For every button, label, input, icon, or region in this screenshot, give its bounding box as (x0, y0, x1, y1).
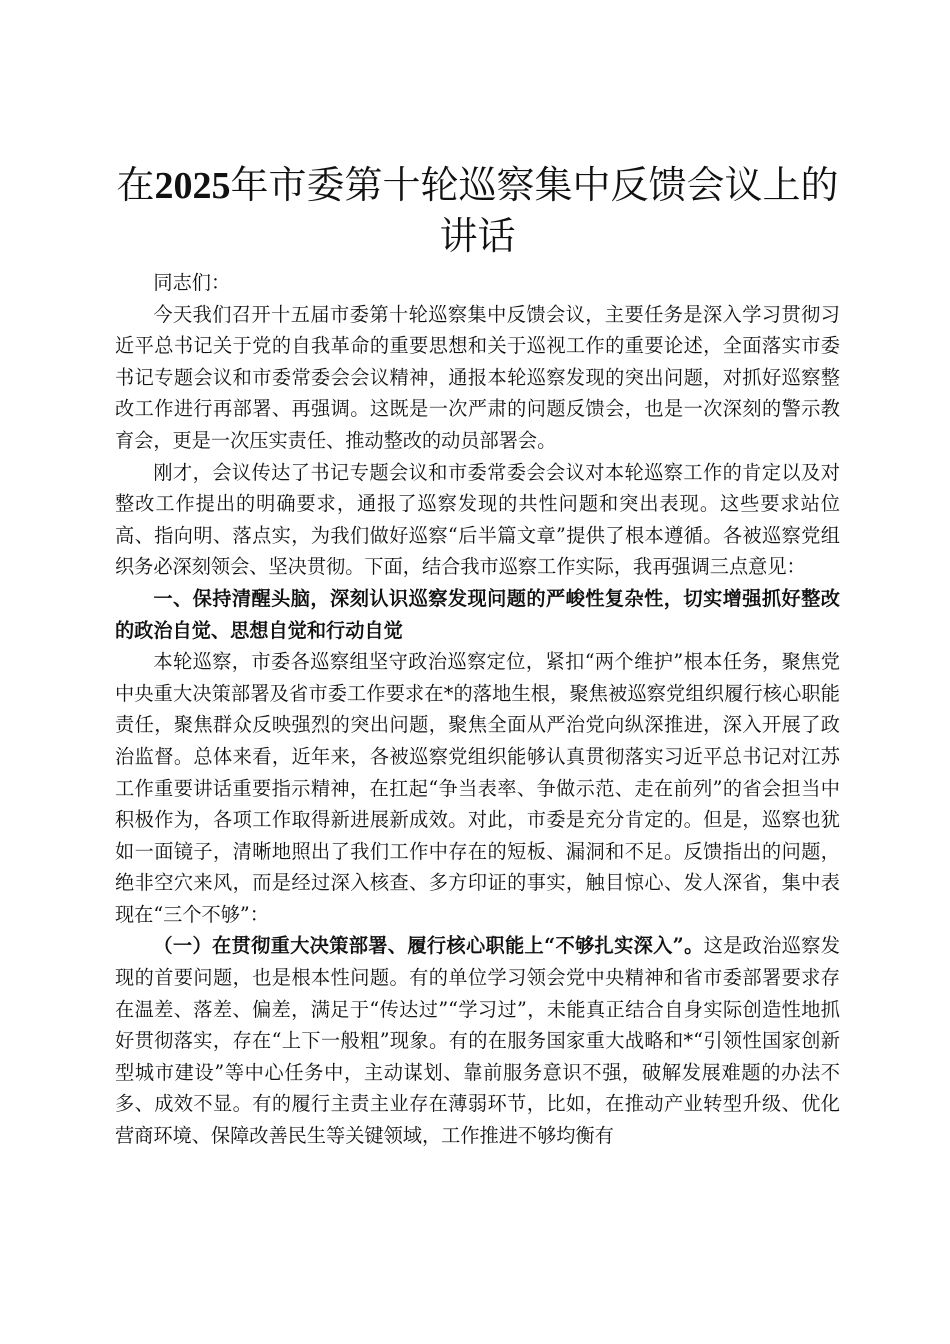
subheading-1: （一）在贯彻重大决策部署、履行核心职能上“不够扎实深入”。 (153, 934, 704, 958)
title-year: 2025 (154, 165, 231, 207)
paragraph-2: 刚才，会议传达了书记专题会议和市委常委会会议对本轮巡察工作的肯定以及对整改工作提出的明确要求，通报了巡察发现的共性问题和突出表现。这些要求站位高、指向明、落点实，为我们做好巡察“后半篇文章”提供了根本遵循。各被巡察党组织务必深刻领会、坚决贯彻。下面，结合我市巡察工作实际，我再强调三点意见： (115, 460, 840, 579)
title-line-2: 讲话 (439, 214, 516, 258)
title-rest: 年市委第十轮巡察集中反馈会议上的 (230, 163, 839, 207)
paragraph-4-text: 这是政治巡察发现的首要问题，也是根本性问题。有的单位学习领会党中央精神和省市委部署要求存在温差、落差、偏差，满足于“传达过”“学习过”，未能真正结合自身实际创造性地抓好贯彻落实，存在“上下一般粗”现象。有的在服务国家重大战略和*“引领性国家创新型城市建设”等中心任务中，主动谋划、靠前服务意识不强，破解发展难题的办法不多、成效不显。有的履行主责主业存在薄弱环节，比如，在推动产业转型升级、优化营商环境、保障改善民生等关键领域，工作推进不够均衡有 (115, 934, 841, 1148)
paragraph-1: 今天我们召开十五届市委第十轮巡察集中反馈会议，主要任务是深入学习贯彻习近平总书记关于党的自我革命的重要思想和关于巡视工作的重要论述，全面落实市委书记专题会议和市委常委会会议精神，通报本轮巡察发现的突出问题，对抓好巡察整改工作进行再部署、再强调。这既是一次严肃的问题反馈会，也是一次深刻的警示教育会，更是一次压实责任、推动整改的动员部署会。 (115, 302, 840, 452)
title-prefix: 在 (116, 163, 155, 207)
document-title (115, 160, 840, 261)
paragraph-3: 本轮巡察，市委各巡察组坚守政治巡察定位，紧扣“两个维护”根本任务，聚焦党中央重大决策部署及省市委工作要求在*的落地生根，聚焦被巡察党组织履行核心职能责任，聚焦群众反映强烈的突出问题，聚焦全面从严治党向纵深推进，深入开展了政治监督。总体来看，近年来，各被巡察党组织能够认真贯彻落实习近平总书记对江苏工作重要讲话重要指示精神，在扛起“争当表率、争做示范、走在前列”的省会担当中积极作为，各项工作取得新进展新成效。对此，市委是充分肯定的。但是，巡察也犹如一面镜子，清晰地照出了我们工作中存在的短板、漏洞和不足。反馈指出的问题，绝非空穴来风，而是经过深入核查、多方印证的事实，触目惊心、发人深省，集中表现在“三个不够”： (115, 650, 840, 926)
paragraph-4 (115, 930, 840, 1151)
document-page (115, 160, 840, 1152)
salutation: 同志们： (153, 271, 231, 294)
section-heading-1: 一、保持清醒头脑，深刻认识巡察发现问题的严峻性复杂性，切实增强抓好整改的政治自觉、思想自觉和行动自觉 (115, 586, 840, 642)
document-body (115, 267, 840, 1152)
